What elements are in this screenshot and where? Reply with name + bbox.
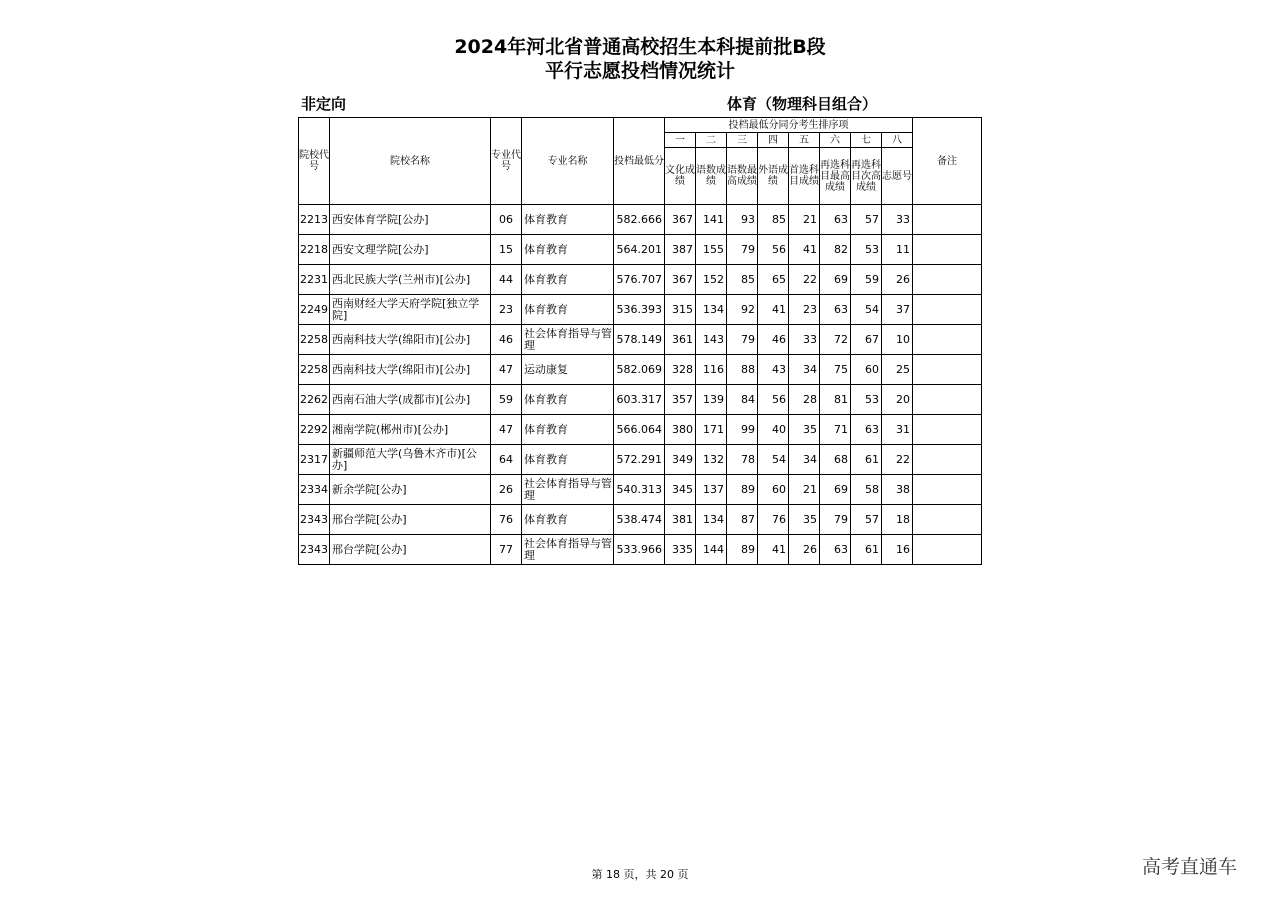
table-row [299, 415, 982, 445]
tie-value-cell: 33 [882, 205, 913, 235]
major-name-cell: 体育教育 [522, 265, 614, 295]
min-score-cell: 566.064 [614, 415, 665, 445]
school-name-cell: 西北民族大学(兰州市)[公办] [330, 265, 491, 295]
min-score-cell: 576.707 [614, 265, 665, 295]
header-order: 五 [789, 133, 820, 148]
tie-value-cell: 367 [665, 205, 696, 235]
header-major-code: 专业代号 [491, 118, 522, 205]
school-name-cell: 湘南学院(郴州市)[公办] [330, 415, 491, 445]
school-code-cell: 2213 [299, 205, 330, 235]
tie-value-cell: 68 [820, 445, 851, 475]
remarks-cell [913, 355, 982, 385]
tie-value-cell: 56 [758, 385, 789, 415]
table-body [299, 205, 982, 565]
tie-value-cell: 335 [665, 535, 696, 565]
major-code-cell: 26 [491, 475, 522, 505]
school-name-cell: 西南科技大学(绵阳市)[公办] [330, 355, 491, 385]
tie-value-cell: 31 [882, 415, 913, 445]
tie-value-cell: 143 [696, 325, 727, 355]
tie-value-cell: 61 [851, 535, 882, 565]
header-order: 七 [851, 133, 882, 148]
tie-value-cell: 53 [851, 235, 882, 265]
major-name-cell: 社会体育指导与管理 [522, 475, 614, 505]
header-order: 三 [727, 133, 758, 148]
tie-value-cell: 54 [758, 445, 789, 475]
document-title-line1: 2024年河北省普通高校招生本科提前批B段 [454, 36, 826, 58]
header-school-code: 院校代号 [299, 118, 330, 205]
remarks-cell [913, 235, 982, 265]
tie-value-cell: 89 [727, 475, 758, 505]
tie-value-cell: 387 [665, 235, 696, 265]
tie-value-cell: 84 [727, 385, 758, 415]
tie-value-cell: 67 [851, 325, 882, 355]
school-name-cell: 西安体育学院[公办] [330, 205, 491, 235]
header-sub: 再选科目次高成绩 [851, 148, 882, 205]
major-code-cell: 76 [491, 505, 522, 535]
tie-value-cell: 76 [758, 505, 789, 535]
tie-value-cell: 81 [820, 385, 851, 415]
tie-value-cell: 139 [696, 385, 727, 415]
tie-value-cell: 69 [820, 265, 851, 295]
min-score-cell: 536.393 [614, 295, 665, 325]
tie-value-cell: 72 [820, 325, 851, 355]
tie-value-cell: 134 [696, 295, 727, 325]
table-row [299, 265, 982, 295]
major-name-cell: 社会体育指导与管理 [522, 325, 614, 355]
school-name-cell: 邢台学院[公办] [330, 505, 491, 535]
major-name-cell: 体育教育 [522, 445, 614, 475]
tie-value-cell: 35 [789, 505, 820, 535]
tie-value-cell: 11 [882, 235, 913, 265]
min-score-cell: 564.201 [614, 235, 665, 265]
table-row [299, 235, 982, 265]
tie-value-cell: 60 [758, 475, 789, 505]
school-name-cell: 西南科技大学(绵阳市)[公办] [330, 325, 491, 355]
min-score-cell: 603.317 [614, 385, 665, 415]
tie-value-cell: 88 [727, 355, 758, 385]
tie-value-cell: 34 [789, 355, 820, 385]
school-name-cell: 西南财经大学天府学院[独立学院] [330, 295, 491, 325]
tie-value-cell: 46 [758, 325, 789, 355]
tie-value-cell: 28 [789, 385, 820, 415]
tie-value-cell: 43 [758, 355, 789, 385]
tie-value-cell: 92 [727, 295, 758, 325]
school-name-cell: 新疆师范大学(乌鲁木齐市)[公办] [330, 445, 491, 475]
header-order: 一 [665, 133, 696, 148]
tie-value-cell: 23 [789, 295, 820, 325]
tie-value-cell: 63 [820, 205, 851, 235]
major-name-cell: 体育教育 [522, 295, 614, 325]
tie-value-cell: 328 [665, 355, 696, 385]
remarks-cell [913, 415, 982, 445]
tie-value-cell: 137 [696, 475, 727, 505]
tie-value-cell: 78 [727, 445, 758, 475]
major-name-cell: 体育教育 [522, 385, 614, 415]
remarks-cell [913, 325, 982, 355]
tie-value-cell: 38 [882, 475, 913, 505]
tie-value-cell: 22 [789, 265, 820, 295]
header-sub: 再选科目最高成绩 [820, 148, 851, 205]
page-footer: 第 18 页，共 20 页 [591, 868, 689, 881]
tie-value-cell: 82 [820, 235, 851, 265]
table-row [299, 385, 982, 415]
tie-value-cell: 99 [727, 415, 758, 445]
tie-value-cell: 357 [665, 385, 696, 415]
remarks-cell [913, 535, 982, 565]
remarks-cell [913, 265, 982, 295]
school-name-cell: 邢台学院[公办] [330, 535, 491, 565]
tie-value-cell: 10 [882, 325, 913, 355]
tie-value-cell: 367 [665, 265, 696, 295]
header-school-name: 院校名称 [330, 118, 491, 205]
table-row [299, 445, 982, 475]
tie-value-cell: 53 [851, 385, 882, 415]
school-code-cell: 2218 [299, 235, 330, 265]
school-code-cell: 2343 [299, 535, 330, 565]
remarks-cell [913, 295, 982, 325]
major-code-cell: 47 [491, 415, 522, 445]
tie-value-cell: 85 [727, 265, 758, 295]
tie-value-cell: 171 [696, 415, 727, 445]
tie-value-cell: 65 [758, 265, 789, 295]
tie-value-cell: 18 [882, 505, 913, 535]
watermark: 高考直通车 [1142, 856, 1238, 878]
min-score-cell: 582.666 [614, 205, 665, 235]
school-code-cell: 2334 [299, 475, 330, 505]
header-order: 二 [696, 133, 727, 148]
tie-value-cell: 41 [758, 295, 789, 325]
table-row [299, 325, 982, 355]
tie-value-cell: 54 [851, 295, 882, 325]
tie-value-cell: 61 [851, 445, 882, 475]
school-code-cell: 2258 [299, 355, 330, 385]
school-name-cell: 西南石油大学(成都市)[公办] [330, 385, 491, 415]
header-min-score: 投档最低分 [614, 118, 665, 205]
major-code-cell: 46 [491, 325, 522, 355]
min-score-cell: 538.474 [614, 505, 665, 535]
subject-group-label: 体育（物理科目组合） [727, 95, 878, 113]
major-code-cell: 06 [491, 205, 522, 235]
admission-table [298, 117, 982, 565]
tie-value-cell: 79 [727, 235, 758, 265]
header-order: 四 [758, 133, 789, 148]
major-name-cell: 运动康复 [522, 355, 614, 385]
tie-value-cell: 21 [789, 205, 820, 235]
tie-value-cell: 56 [758, 235, 789, 265]
header-order: 八 [882, 133, 913, 148]
remarks-cell [913, 205, 982, 235]
major-code-cell: 47 [491, 355, 522, 385]
school-code-cell: 2231 [299, 265, 330, 295]
tie-value-cell: 152 [696, 265, 727, 295]
header-sub: 语数最高成绩 [727, 148, 758, 205]
tie-value-cell: 345 [665, 475, 696, 505]
school-code-cell: 2317 [299, 445, 330, 475]
header-sub: 首选科目成绩 [789, 148, 820, 205]
school-code-cell: 2262 [299, 385, 330, 415]
min-score-cell: 582.069 [614, 355, 665, 385]
document-title-line2: 平行志愿投档情况统计 [544, 60, 735, 82]
tie-value-cell: 141 [696, 205, 727, 235]
school-name-cell: 西安文理学院[公办] [330, 235, 491, 265]
major-name-cell: 体育教育 [522, 415, 614, 445]
tie-value-cell: 21 [789, 475, 820, 505]
header-remarks: 备注 [913, 118, 982, 205]
tie-value-cell: 63 [851, 415, 882, 445]
tie-value-cell: 380 [665, 415, 696, 445]
major-name-cell: 体育教育 [522, 505, 614, 535]
tie-value-cell: 20 [882, 385, 913, 415]
tie-value-cell: 85 [758, 205, 789, 235]
school-name-cell: 新余学院[公办] [330, 475, 491, 505]
school-code-cell: 2249 [299, 295, 330, 325]
table-row [299, 475, 982, 505]
table-row [299, 205, 982, 235]
major-code-cell: 59 [491, 385, 522, 415]
tie-value-cell: 361 [665, 325, 696, 355]
tie-value-cell: 40 [758, 415, 789, 445]
tie-value-cell: 33 [789, 325, 820, 355]
tie-value-cell: 349 [665, 445, 696, 475]
tie-value-cell: 57 [851, 505, 882, 535]
tie-value-cell: 58 [851, 475, 882, 505]
tie-value-cell: 116 [696, 355, 727, 385]
major-code-cell: 15 [491, 235, 522, 265]
table-row [299, 535, 982, 565]
remarks-cell [913, 475, 982, 505]
tie-value-cell: 26 [882, 265, 913, 295]
major-code-cell: 77 [491, 535, 522, 565]
tie-value-cell: 144 [696, 535, 727, 565]
tie-value-cell: 22 [882, 445, 913, 475]
tie-value-cell: 155 [696, 235, 727, 265]
school-code-cell: 2343 [299, 505, 330, 535]
major-name-cell: 体育教育 [522, 235, 614, 265]
min-score-cell: 533.966 [614, 535, 665, 565]
tie-value-cell: 35 [789, 415, 820, 445]
header-sub: 语数成绩 [696, 148, 727, 205]
tie-value-cell: 26 [789, 535, 820, 565]
tie-value-cell: 69 [820, 475, 851, 505]
tie-value-cell: 79 [820, 505, 851, 535]
major-code-cell: 44 [491, 265, 522, 295]
tie-value-cell: 41 [758, 535, 789, 565]
table-row [299, 355, 982, 385]
tie-value-cell: 134 [696, 505, 727, 535]
min-score-cell: 578.149 [614, 325, 665, 355]
tie-value-cell: 25 [882, 355, 913, 385]
header-order: 六 [820, 133, 851, 148]
tie-value-cell: 63 [820, 295, 851, 325]
tie-value-cell: 381 [665, 505, 696, 535]
tie-value-cell: 93 [727, 205, 758, 235]
tie-value-cell: 60 [851, 355, 882, 385]
major-code-cell: 64 [491, 445, 522, 475]
header-major-name: 专业名称 [522, 118, 614, 205]
header-sub: 志愿号 [882, 148, 913, 205]
tie-value-cell: 87 [727, 505, 758, 535]
tie-value-cell: 16 [882, 535, 913, 565]
tie-value-cell: 132 [696, 445, 727, 475]
major-code-cell: 23 [491, 295, 522, 325]
tie-value-cell: 89 [727, 535, 758, 565]
header-tie-group: 投档最低分同分考生排序项 [665, 118, 913, 133]
tie-value-cell: 59 [851, 265, 882, 295]
table-row [299, 505, 982, 535]
tie-value-cell: 71 [820, 415, 851, 445]
tie-value-cell: 79 [727, 325, 758, 355]
major-name-cell: 体育教育 [522, 205, 614, 235]
school-code-cell: 2292 [299, 415, 330, 445]
remarks-cell [913, 505, 982, 535]
tie-value-cell: 75 [820, 355, 851, 385]
remarks-cell [913, 385, 982, 415]
remarks-cell [913, 445, 982, 475]
header-sub: 外语成绩 [758, 148, 789, 205]
school-code-cell: 2258 [299, 325, 330, 355]
header-sub: 文化成绩 [665, 148, 696, 205]
tie-value-cell: 41 [789, 235, 820, 265]
tie-value-cell: 63 [820, 535, 851, 565]
min-score-cell: 572.291 [614, 445, 665, 475]
tie-value-cell: 315 [665, 295, 696, 325]
tie-value-cell: 57 [851, 205, 882, 235]
tie-value-cell: 34 [789, 445, 820, 475]
tie-value-cell: 37 [882, 295, 913, 325]
table-row [299, 295, 982, 325]
category-label: 非定向 [301, 95, 347, 113]
min-score-cell: 540.313 [614, 475, 665, 505]
major-name-cell: 社会体育指导与管理 [522, 535, 614, 565]
